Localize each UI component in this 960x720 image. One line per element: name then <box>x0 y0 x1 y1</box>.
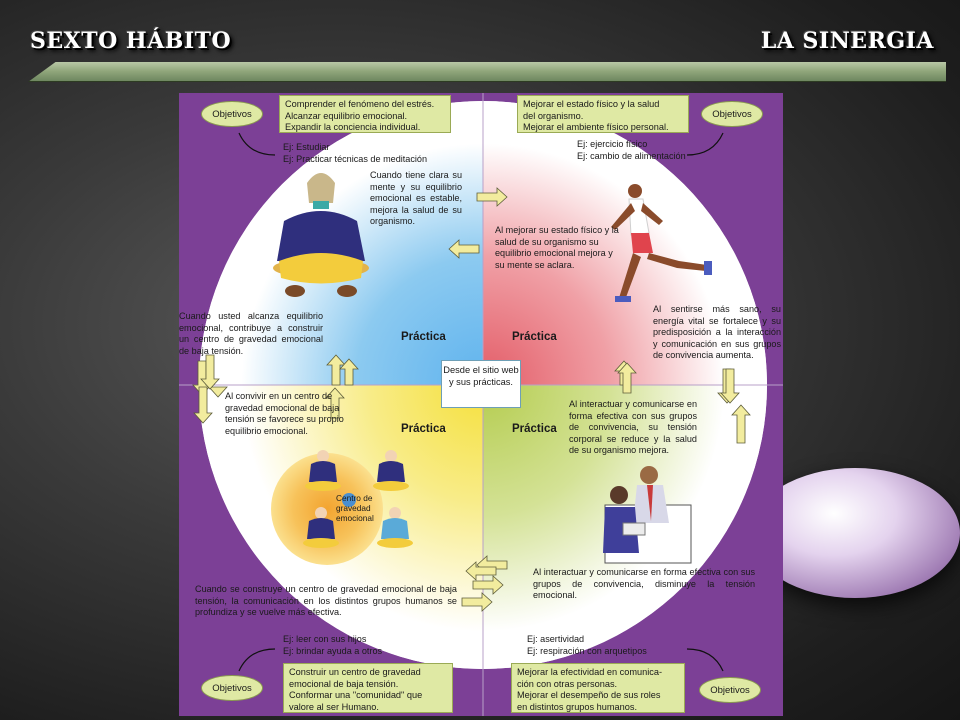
text-center-gravity: Cuando usted alcanza equilibrio emocional, contribuye a construir un centro de gravedad emocional de baja tensión. <box>179 311 323 356</box>
example-line: Ej: respiración con arquetipos <box>527 645 647 656</box>
text-living-together: Al convivir en un centro de gravedad emocional de baja tensión se favorece su propio equilibrio emocional. <box>225 391 344 436</box>
text-physical-improve: Al mejorar su estado físico y la salud de su organismo su equilibrio emocional mejora y su mente se aclara. <box>495 225 619 270</box>
objective-line: en distintos grupos humanos. <box>517 701 638 712</box>
example-line: Ej: cambio de alimentación <box>577 150 686 161</box>
center-source-box: Desde el sitio web y sus prácticas. <box>441 360 521 408</box>
objectives-oval-bottom-left: Objetivos <box>201 675 263 701</box>
text-mind-balance: Cuando tiene clara su mente y su equilibrio emocional es estable, mejora la salud de su organismo. <box>370 170 462 227</box>
examples-top-left <box>283 142 463 165</box>
practice-label-bottom-right: Práctica <box>512 423 557 435</box>
objective-line: Conformar una "comunidad" que <box>289 690 423 700</box>
gravity-center-label: Centro de gravedad emocional <box>336 493 374 523</box>
practice-label-bottom-left: Práctica <box>401 423 446 435</box>
objective-line: Expandir la conciencia individual. <box>285 122 421 132</box>
objectives-oval-top-left: Objetivos <box>201 101 263 127</box>
objective-line: emocional de baja tensión. <box>289 678 399 689</box>
examples-bottom-right <box>527 634 707 657</box>
example-line: Ej: ejercicio físico <box>577 139 648 149</box>
objectives-oval-bottom-right: Objetivos <box>699 677 761 703</box>
example-line: Ej: brindar ayuda a otros <box>283 645 383 656</box>
objective-box-top-left <box>279 95 451 133</box>
objective-line: valore al ser Humano. <box>289 701 379 712</box>
example-line: Ej: Practicar técnicas de meditación <box>283 153 428 164</box>
example-line: Ej: asertividad <box>527 634 585 644</box>
slide-title-left: SEXTO HÁBITO <box>30 28 232 54</box>
text-interact-effective: Al interactuar y comunicarse en forma efectiva con sus grupos de convivencia, su tensión corporal se reduce y la salud de su organismo mejora. <box>569 399 697 456</box>
examples-bottom-left <box>283 634 463 657</box>
header-bar <box>28 62 946 82</box>
example-line: Ej: leer con sus hijos <box>283 634 367 644</box>
objective-line: del organismo. <box>523 110 584 121</box>
practice-label-top-right: Práctica <box>512 331 557 343</box>
text-build-center: Cuando se construye un centro de gravedad emocional de baja tensión, la comunicación en los distintos grupos humanos se profundiza y se vuelve más efectiva. <box>195 584 457 618</box>
objective-line: Comprender el fenómeno del estrés. <box>285 99 435 109</box>
objective-line: Mejorar el desempeño de sus roles <box>517 690 661 700</box>
example-line: Ej: Estudiar <box>283 142 330 152</box>
text-interact-reduce: Al interactuar y comunicarse en forma efectiva con sus grupos de convivencia, disminuye la tensión emocional. <box>533 567 755 601</box>
objective-line: Construir un centro de gravedad <box>289 667 421 677</box>
text-healthy-energy: Al sentirse más sano, su energía vital se fortalece y su predisposición a la interacción y comunicación en sus grupos de convivencia aumenta. <box>653 304 781 361</box>
objective-box-bottom-left <box>283 663 453 713</box>
objective-box-bottom-right <box>511 663 685 713</box>
objective-box-top-right <box>517 95 689 133</box>
objective-line: Mejorar el estado físico y la salud <box>523 99 660 109</box>
examples-top-right <box>577 139 757 162</box>
objectives-oval-top-right: Objetivos <box>701 101 763 127</box>
objective-line: Mejorar la efectividad en comunica- <box>517 667 663 677</box>
objective-line: ción con otras personas. <box>517 678 618 689</box>
practice-label-top-left: Práctica <box>401 331 446 343</box>
objective-line: Alcanzar equilibrio emocional. <box>285 110 408 121</box>
diagram-stage <box>179 93 783 716</box>
slide-title-right: LA SINERGIA <box>760 28 934 54</box>
objective-line: Mejorar el ambiente físico personal. <box>523 122 669 132</box>
